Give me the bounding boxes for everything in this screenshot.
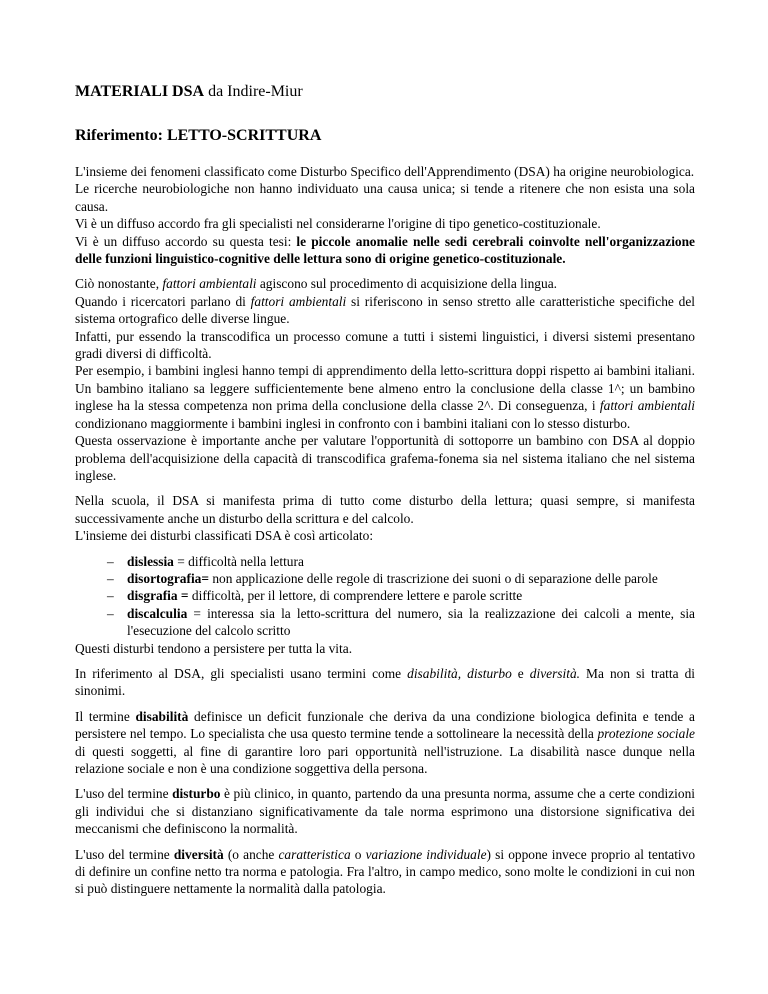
list-term: discalculia: [127, 605, 188, 621]
list-term: disortografia=: [127, 570, 210, 586]
env-text: Ciò nonostante,: [75, 276, 163, 292]
diversita-text: (o anche: [223, 846, 279, 862]
disabilita-text: di questi soggetti, al fine di garantire loro pari opportunità nell'istruzione. La disabilità nasce dunque nella relazione sociale e non è una condizione soggettiva della persona.: [75, 743, 695, 776]
dash-bullet: –: [107, 570, 114, 586]
document-title: [75, 82, 695, 102]
diversita-term: diversità: [173, 846, 224, 862]
title-bold: MATERIALI DSA: [75, 83, 205, 100]
paragraph-environment: [75, 275, 695, 484]
diversita-italic: caratteristica: [278, 846, 351, 862]
dsa-list: [75, 553, 695, 640]
origin-line-4: [75, 233, 695, 268]
disabilita-term: disabilità: [135, 708, 189, 724]
list-item-disortografia: [107, 570, 695, 587]
school-line-1: Nella scuola, il DSA si manifesta prima di tutto come disturbo della lettura; quasi sempre, si manifesta successivamente anche un disturbo della scrittura e del calcolo.: [75, 493, 695, 526]
paragraph-origin: [75, 163, 695, 267]
env-line-1: [75, 275, 695, 292]
terms-text: e: [511, 665, 530, 681]
list-item-discalculia: [107, 605, 695, 640]
env-italic: fattori ambientali: [250, 293, 347, 309]
disabilita-text: Il termine: [75, 708, 136, 724]
paragraph-disturbo: [75, 785, 695, 837]
title-normal: da Indire-Miur: [204, 83, 303, 100]
list-term: dislessia: [127, 553, 174, 569]
diversita-italic: variazione individuale: [365, 846, 487, 862]
terms-italic: disabilità, disturbo: [407, 665, 512, 681]
list-term: disgrafia =: [127, 588, 189, 604]
env-text: condizionano maggiormente i bambini inglesi in confronto con i bambini italiani con lo stesso disturbo.: [75, 415, 631, 431]
disturbo-text: L'uso del termine: [75, 786, 173, 802]
env-text: si riferiscono in senso stretto alle caratteristiche specifiche del sistema ortografico delle diverse lingue.: [75, 293, 696, 327]
disabilita-italic: protezione sociale: [597, 726, 695, 742]
origin-line-1: L'insieme dei fenomeni classificato come Disturbo Specifico dell'Apprendimento (DSA) ha origine neurobiologica.: [75, 164, 695, 179]
disturbo-text: è più clinico, in quanto, partendo da una presunta norma, assume che a certe condizioni gli individui che si distanziano significativamente da tale norma esprimono una distorsione significativa dei meccanismi che definiscono la normalità.: [75, 786, 696, 837]
thesis-bold: le piccole anomalie nelle sedi cerebrali coinvolte nell'organizzazione delle funzioni linguistico-cognitive delle lettura sono di origine genetico-costituzionale.: [75, 233, 695, 267]
paragraph-terms: [75, 665, 695, 700]
disturbo-term: disturbo: [172, 786, 221, 802]
list-item-dislessia: [107, 553, 695, 570]
dash-bullet: –: [107, 553, 114, 569]
terms-italic: diversità.: [529, 665, 581, 681]
env-line-3: Infatti, pur essendo la transcodifica un processo comune a tutti i sistemi linguistici, i diversi sistemi presentano gradi diversi di difficoltà.: [75, 328, 695, 362]
paragraph-disabilita: [75, 708, 695, 778]
list-text: non applicazione delle regole di trascrizione dei suoni o di separazione delle parole: [209, 570, 658, 586]
env-line-2: [75, 293, 695, 328]
list-text: = interessa sia la letto-scrittura del numero, sia la realizzazione dei calcoli a mente, sia l'esecuzione del calcolo scritto: [127, 605, 695, 639]
list-text: difficoltà, per il lettore, di comprendere lettere e parole scritte: [188, 588, 523, 604]
terms-text: Ma non si tratta di sinonimi.: [75, 665, 695, 699]
origin-line-2: Le ricerche neurobiologiche non hanno individuato una causa unica; si tende a ritenere che non esista una sola causa.: [75, 181, 695, 214]
paragraph-diversita: [75, 846, 695, 898]
origin-line-3: Vi è un diffuso accordo fra gli specialisti nel considerarne l'origine di tipo genetico-costituzionale.: [75, 216, 601, 232]
dash-bullet: –: [107, 605, 114, 621]
diversita-text: ) si oppone invece proprio al tentativo di definire un confine netto tra norma e patologia. Fra l'altro, in campo medico, sono molte le condizioni in cui non si può distinguere nettamente la normalità dalla patologia.: [75, 846, 696, 897]
disabilita-text: definisce un deficit funzionale che deriva da una condizione biologica definita e tende a persistere nel tempo. Lo specialista che usa questo termine tende a sottolineare la necessità della: [75, 708, 695, 742]
paragraph-school: [75, 492, 695, 544]
school-line-2: L'insieme dei disturbi classificati DSA è così articolato:: [75, 528, 374, 544]
env-text: Per esempio, i bambini inglesi hanno tempi di apprendimento della letto-scrittura doppi rispetto ai bambini italiani. Un bambino italiano sa leggere sufficientemente bene almeno entro la conclusione della classe 1^; un bambino inglese ha la stessa competenza non prima della conclusione della classe 2^. Di conseguenza, i: [75, 363, 695, 414]
thesis-intro: Vi è un diffuso accordo su questa tesi:: [75, 233, 297, 249]
terms-text: In riferimento al DSA, gli specialisti usano termini come: [75, 665, 408, 681]
dash-bullet: –: [107, 588, 114, 604]
list-item-disgrafia: [107, 587, 695, 604]
diversita-text: o: [350, 846, 366, 862]
list-text: = difficoltà nella lettura: [173, 553, 304, 569]
env-line-4: [75, 362, 695, 432]
school-line-3: Questi disturbi tendono a persistere per tutta la vita.: [75, 640, 353, 656]
diversita-text: L'uso del termine: [75, 846, 174, 862]
env-italic: fattori ambientali: [162, 276, 257, 292]
env-italic: fattori ambientali: [599, 398, 695, 414]
env-text: Quando i ricercatori parlano di: [75, 293, 251, 309]
document-page: [75, 82, 695, 906]
env-line-5: Questa osservazione è importante anche per valutare l'opportunità di sottoporre un bambino con DSA al doppio problema dell'acquisizione della capacità di transcodifica grafema-fonema sia nel sistema italiano che nel sistema inglese.: [75, 433, 695, 483]
env-text: agiscono sul procedimento di acquisizione della lingua.: [256, 276, 557, 292]
section-heading: Riferimento: LETTO-SCRITTURA: [75, 127, 322, 144]
